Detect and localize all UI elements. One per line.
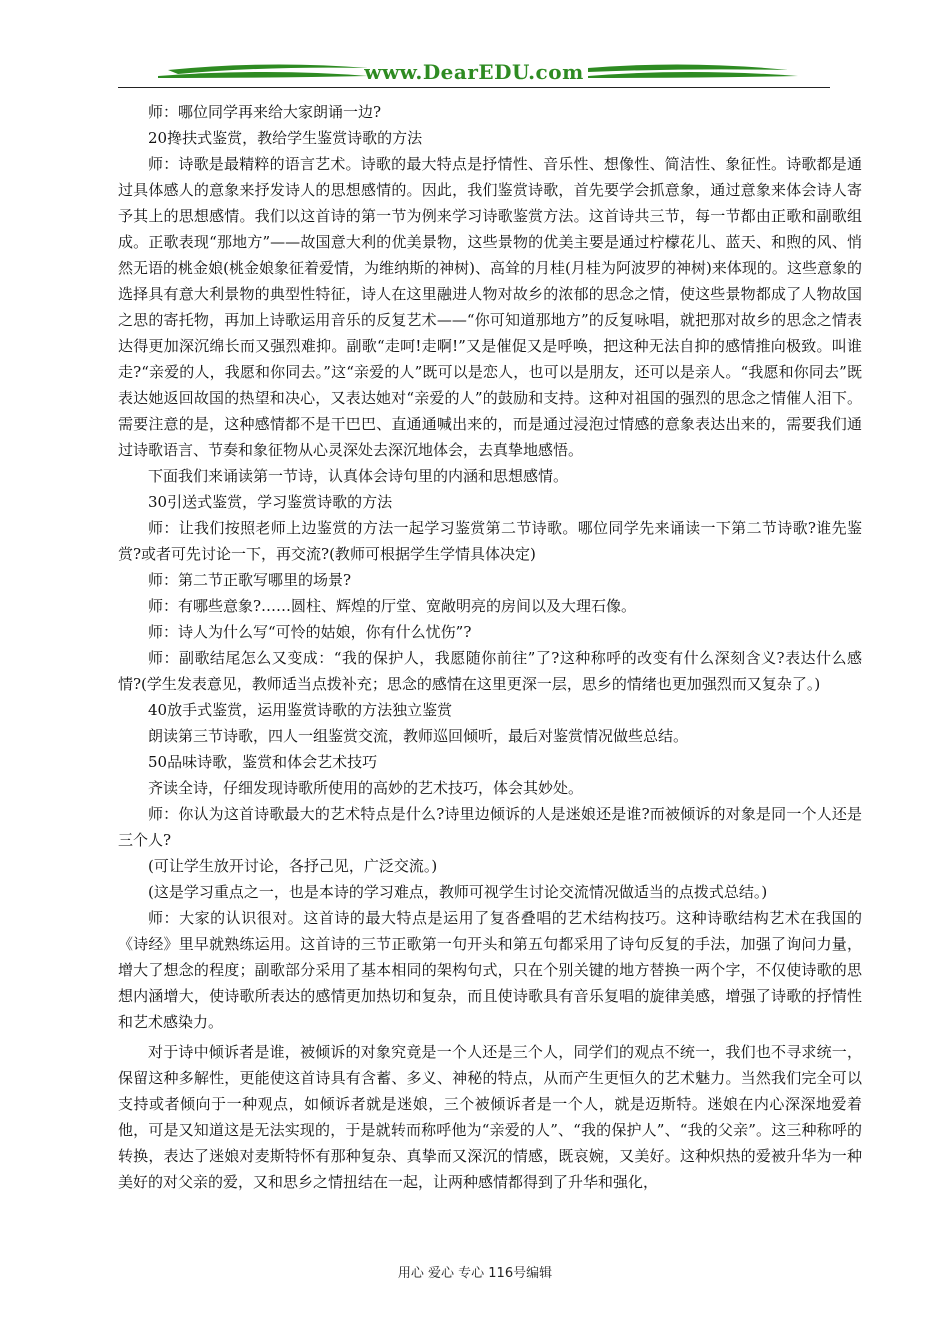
paragraph: 师：大家的认识很对。这首诗的最大特点是运用了复沓叠唱的艺术结构技巧。这种诗歌结构艺术在我国的《诗经》里早就熟练运用。这首诗的三节正歌第一句开头和第五句都采用了诗句反复的手法，加强了询问力量，增大了想念的程度；副歌部分采用了基本相同的架构句式，只在个别关键的地方替换一两个字，不仅使诗歌的思想内涵增大，使诗歌所表达的感情更加热切和复杂，而且使诗歌具有音乐复唱的旋律美感，增强了诗歌的抒情性和艺术感染力。 <box>118 909 862 1031</box>
section-heading: 40放手式鉴赏，运用鉴赏诗歌的方法独立鉴赏 <box>148 701 453 719</box>
site-logo-text: www.DearEDU.com <box>364 60 584 84</box>
paragraph: 对于诗中倾诉者是谁，被倾诉的对象究竟是一个人还是三个人，同学们的观点不统一，我们也不寻求统一，保留这种多解性，更能使这首诗具有含蓄、多义、神秘的特点，从而产生更恒久的艺术魅力。当然我们完全可以支持或者倾向于一种观点，如倾诉者就是迷娘，三个被倾诉者是一个人，就是迈斯特。迷娘在内心深深地爱着他，可是又知道这是无法实现的，于是就转而称呼他为“亲爱的人”、“我的保护人”、“我的父亲”。这三种称呼的转换，表达了迷娘对麦斯特怀有那种复杂、真挚而又深沉的情感，既哀婉，又美好。这种炽热的爱被升华为一种美好的对父亲的爱，又和思乡之情扭结在一起，让两种感情都得到了升华和强化， <box>118 1043 862 1191</box>
paragraph: 师：哪位同学再来给大家朗诵一边? <box>148 103 382 121</box>
section-heading: 50品味诗歌，鉴赏和体会艺术技巧 <box>148 753 378 771</box>
paragraph: 师：诗人为什么写“可怜的姑娘，你有什么忧伤”? <box>148 623 472 641</box>
page-footer: 用心 爱心 专心 116号编辑 <box>397 1266 553 1281</box>
paragraph: 师：第二节正歌写哪里的场景? <box>148 571 352 589</box>
paragraph: 师：你认为这首诗歌最大的艺术特点是什么?诗里边倾诉的人是迷娘还是谁?而被倾诉的对象是同一个人还是三个人? <box>118 805 862 849</box>
paragraph: 齐读全诗，仔细发现诗歌所使用的高妙的艺术技巧，体会其妙处。 <box>148 779 584 797</box>
paragraph: (可让学生放开讨论，各抒己见，广泛交流。) <box>148 857 438 875</box>
paragraph: 师：诗歌是最精粹的语言艺术。诗歌的最大特点是抒情性、音乐性、想像性、简洁性、象征性。诗歌都是通过具体感人的意象来抒发诗人的思想感情的。因此，我们鉴赏诗歌，首先要学会抓意象，通过意象来体会诗人寄予其上的思想感情。我们以这首诗的第一节为例来学习诗歌鉴赏方法。这首诗共三节，每一节都由正歌和副歌组成。正歌表现“那地方”——故国意大利的优美景物，这些景物的优美主要是通过柠檬花儿、蓝天、和煦的风、悄然无语的桃金娘(桃金娘象征着爱情，为维纳斯的神树)、高耸的月桂(月桂为阿波罗的神树)来体现的。这些意象的选择具有意大利景物的典型性特征，诗人在这里融进人物对故乡的浓郁的思念之情，使这些景物都成了人物故国之思的寄托物，再加上诗歌运用音乐的反复艺术——“你可知道那地方”的反复咏唱，就把那对故乡的思念之情表达得更加深沉绵长而又强烈难抑。副歌“走呵!走啊!”又是催促又是呼唤，把这种无法自抑的感情推向极致。叫谁走?“亲爱的人，我愿和你同去。”这“亲爱的人”既可以是恋人，也可以是朋友，还可以是亲人。“我愿和你同去”既表达她返回故国的热望和决心，又表达她对“亲爱的人”的鼓励和支持。这种对祖国的强烈的思念之情催人泪下。需要注意的是，这种感情都不是干巴巴、直通通喊出来的，而是通过浸泡过情感的意象表达出来的，需要我们通过诗歌语言、节奏和象征物从心灵深处去深沉地体会，去真挚地感悟。 <box>118 155 862 459</box>
paragraph: 师：有哪些意象?……圆柱、辉煌的厅堂、宽敞明亮的房间以及大理石像。 <box>148 597 637 615</box>
paragraph: 师：让我们按照老师上边鉴赏的方法一起学习鉴赏第二节诗歌。哪位同学先来诵读一下第二节诗歌?谁先鉴赏?或者可先讨论一下，再交流?(教师可根据学生学情具体决定) <box>118 519 862 563</box>
paragraph: 师：副歌结尾怎么又变成：“我的保护人，我愿随你前往”了?这种称呼的改变有什么深刻含义?表达什么感情?(学生发表意见，教师适当点拨补充；思念的感情在这里更深一层，思乡的情绪也更加强烈而又复杂了。) <box>118 649 862 693</box>
paragraph: 下面我们来诵读第一节诗，认真体会诗句里的内涵和思想感情。 <box>148 467 569 485</box>
paragraph: (这是学习重点之一，也是本诗的学习难点，教师可视学生讨论交流情况做适当的点拨式总结。) <box>148 883 768 901</box>
section-heading: 20搀扶式鉴赏，教给学生鉴赏诗歌的方法 <box>148 129 423 147</box>
body-text <box>118 99 862 1195</box>
section-heading: 30引送式鉴赏，学习鉴赏诗歌的方法 <box>148 493 393 511</box>
paragraph: 朗读第三节诗歌，四人一组鉴赏交流，教师巡回倾听，最后对鉴赏情况做些总结。 <box>148 727 689 745</box>
header-divider <box>118 87 830 88</box>
